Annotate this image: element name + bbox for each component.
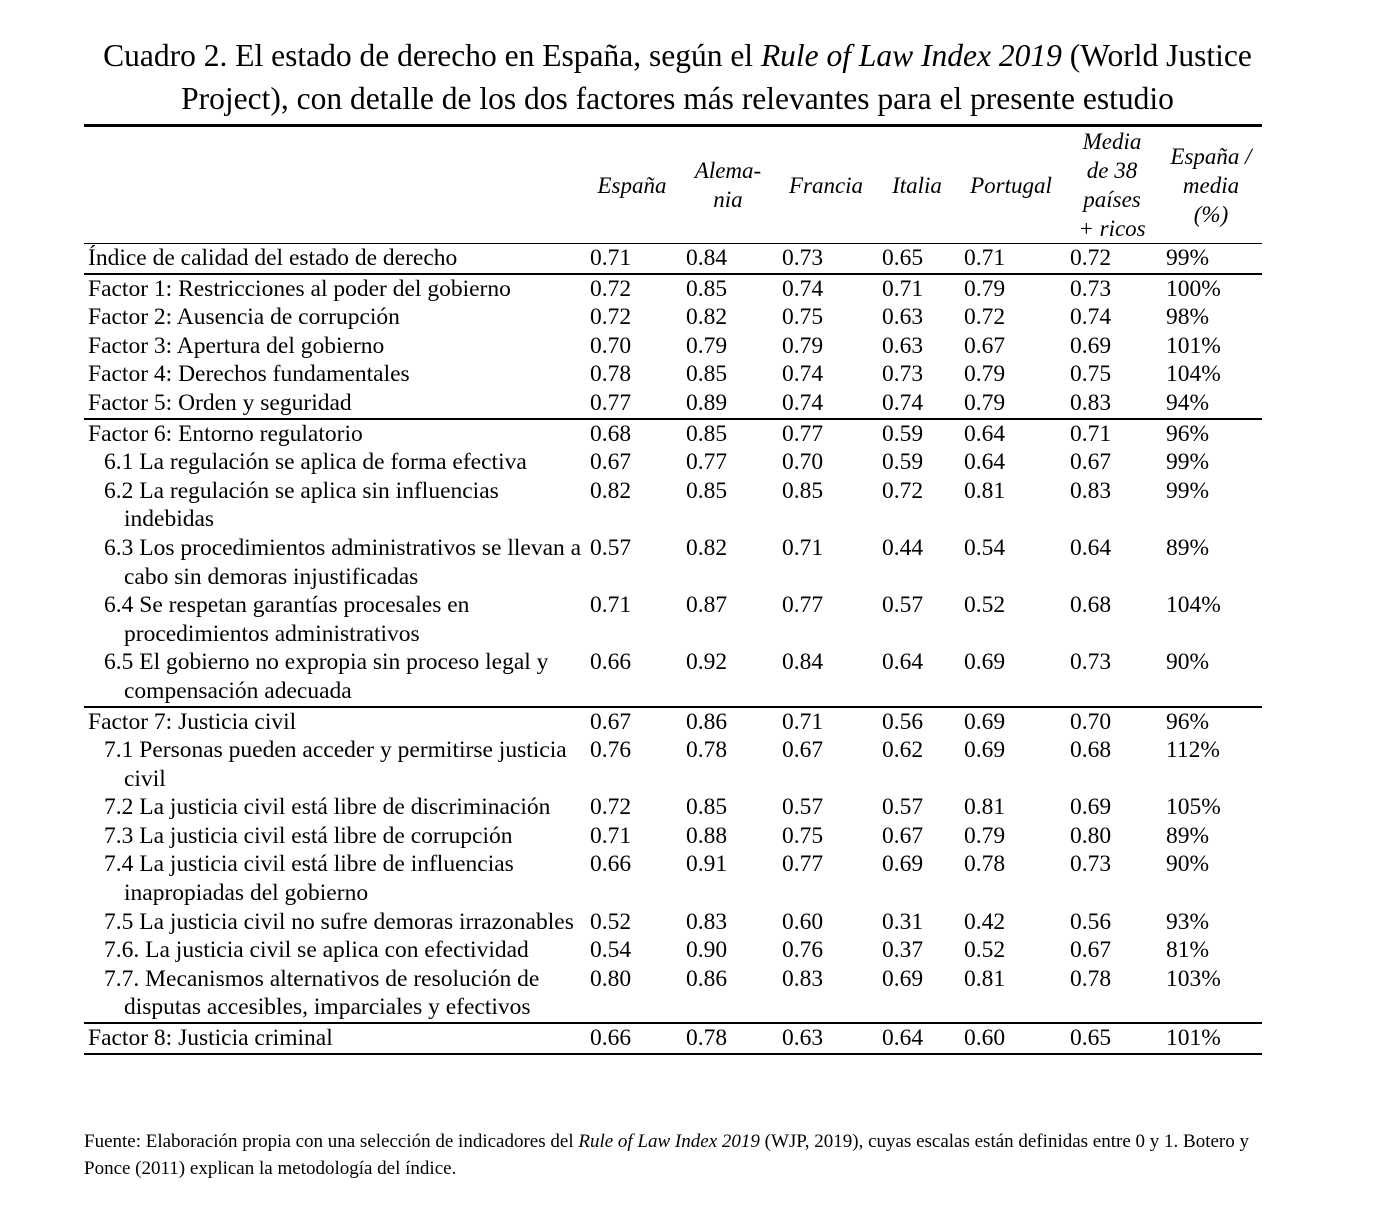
cell-value: 0.63: [882, 304, 924, 331]
row-label: [84, 822, 584, 851]
cell-value: 0.75: [782, 304, 824, 331]
cell-value: 0.71: [876, 274, 958, 304]
cell-value: 0.56: [1070, 908, 1112, 935]
cell-value: 0.67: [782, 737, 824, 764]
cell-value: 96%: [1160, 419, 1262, 449]
cell-value: 0.78: [686, 737, 728, 764]
cell-value: 0.92: [686, 649, 728, 676]
cell-value: 0.85: [686, 361, 728, 388]
cell-value: 0.74: [782, 389, 824, 416]
table-row: [84, 908, 1262, 937]
cell-value: 0.67: [882, 822, 924, 849]
cell-value: 0.63: [882, 332, 924, 359]
table-row: [84, 707, 1262, 737]
cell-value: 98%: [1166, 304, 1210, 331]
row-label: [84, 389, 584, 419]
cell-value: 0.63: [776, 1023, 876, 1054]
cell-value: 0.83: [782, 965, 824, 992]
cell-value: 0.65: [882, 245, 924, 271]
cell-value: 0.69: [964, 649, 1006, 676]
cell-value: 0.69: [964, 737, 1006, 764]
table-row: [84, 448, 1262, 477]
cell-value: 0.74: [782, 361, 824, 388]
cell-value: 103%: [1166, 965, 1221, 992]
cell-value: 0.52: [964, 592, 1006, 619]
row-label: [84, 965, 584, 1023]
row-label: [84, 274, 584, 304]
column-header: [84, 126, 584, 244]
cell-value: 96%: [1160, 707, 1262, 737]
table-row: [84, 1023, 1262, 1054]
cell-value: 0.64: [964, 449, 1006, 476]
caption-italic: Rule of Law Index 2019: [760, 38, 1062, 73]
cell-value: 0.90: [686, 937, 728, 964]
cell-value: 0.64: [958, 419, 1064, 449]
cell-value: 0.83: [1070, 389, 1112, 416]
cell-value: 0.67: [1070, 449, 1112, 476]
cell-value: 0.81: [964, 965, 1006, 992]
cell-value: 93%: [1166, 908, 1210, 935]
table-header-row: [84, 126, 1262, 244]
cell-value: 0.83: [1070, 477, 1112, 504]
cell-value: 0.57: [882, 794, 924, 821]
cell-value: 0.85: [680, 419, 776, 449]
cell-value: 0.83: [686, 908, 728, 935]
cell-value: 0.88: [686, 822, 728, 849]
row-label: [84, 448, 584, 477]
cell-value: 0.72: [590, 794, 632, 821]
cell-value: 0.77: [686, 449, 728, 476]
row-label: [84, 793, 584, 822]
column-header: España / media (%): [1160, 126, 1262, 244]
source-note: [84, 1128, 1274, 1182]
row-label: [84, 1023, 584, 1054]
cell-value: 0.62: [882, 737, 924, 764]
cell-value: 0.75: [1070, 361, 1112, 388]
row-label: [84, 591, 584, 648]
row-label-text: 7.1 Personas pueden acceder y permitirse justicia civil: [104, 737, 567, 792]
cell-value: 0.56: [876, 707, 958, 737]
cell-value: 0.70: [782, 449, 824, 476]
cell-value: 0.54: [964, 534, 1006, 561]
cell-value: 0.86: [686, 965, 728, 992]
cell-value: 0.85: [686, 477, 728, 504]
column-header: Alema- nia: [680, 126, 776, 244]
cell-value: 0.78: [964, 851, 1006, 878]
row-label-text: Factor 8: Justicia criminal: [88, 1025, 333, 1052]
cell-value: 0.64: [876, 1023, 958, 1054]
column-header: Francia: [776, 126, 876, 244]
cell-value: 0.89: [686, 389, 728, 416]
row-label-text: Factor 6: Entorno regulatorio: [88, 420, 363, 447]
cell-value: 0.67: [1070, 937, 1112, 964]
row-label: [84, 850, 584, 907]
cell-value: 0.85: [680, 274, 776, 304]
row-label: [84, 477, 584, 534]
cell-value: 0.59: [876, 419, 958, 449]
table-row: [84, 332, 1262, 361]
cell-value: 0.77: [782, 851, 824, 878]
cell-value: 0.73: [1070, 649, 1112, 676]
cell-value: 89%: [1166, 822, 1210, 849]
cell-value: 0.80: [1070, 822, 1112, 849]
cell-value: 0.79: [964, 361, 1006, 388]
cell-value: 0.76: [782, 937, 824, 964]
cell-value: 0.71: [964, 245, 1006, 271]
cell-value: 0.66: [584, 1023, 680, 1054]
cell-value: 0.77: [590, 389, 632, 416]
cell-value: 0.72: [584, 274, 680, 304]
table-row: [84, 477, 1262, 534]
cell-value: 0.82: [686, 534, 728, 561]
cell-value: 0.52: [964, 937, 1006, 964]
cell-value: 0.91: [686, 851, 728, 878]
cell-value: 0.37: [882, 937, 924, 964]
cell-value: 0.71: [590, 245, 632, 271]
cell-value: 0.70: [1064, 707, 1160, 737]
cell-value: 0.54: [590, 937, 632, 964]
cell-value: 0.73: [1064, 274, 1160, 304]
row-label-text: 6.4 Se respetan garantías procesales en procedimientos administrativos: [104, 592, 470, 647]
cell-value: 0.60: [958, 1023, 1064, 1054]
table-row: [84, 274, 1262, 304]
cell-value: 0.79: [782, 332, 824, 359]
cell-value: 90%: [1166, 851, 1210, 878]
cell-value: 0.73: [782, 245, 824, 271]
table-row: [84, 965, 1262, 1023]
row-label: [84, 908, 584, 937]
table-row: [84, 648, 1262, 706]
cell-value: 0.77: [776, 419, 876, 449]
cell-value: 0.72: [964, 304, 1006, 331]
table-row: [84, 822, 1262, 851]
column-header: España: [584, 126, 680, 244]
cell-value: 0.59: [882, 449, 924, 476]
table-row: [84, 534, 1262, 591]
cell-value: 101%: [1160, 1023, 1262, 1054]
cell-value: 0.74: [882, 389, 924, 416]
cell-value: 0.71: [776, 707, 876, 737]
cell-value: 0.68: [1070, 592, 1112, 619]
cell-value: 104%: [1166, 592, 1221, 619]
cell-value: 100%: [1160, 274, 1262, 304]
table-row: [84, 303, 1262, 332]
cell-value: 105%: [1166, 794, 1221, 821]
cell-value: 99%: [1166, 477, 1210, 504]
cell-value: 0.72: [1070, 245, 1112, 271]
table-row: [84, 360, 1262, 389]
cell-value: 89%: [1166, 534, 1210, 561]
cell-value: 0.73: [882, 361, 924, 388]
row-label: [84, 707, 584, 737]
cell-value: 0.74: [1070, 304, 1112, 331]
cell-value: 0.52: [590, 908, 632, 935]
cell-value: 0.57: [782, 794, 824, 821]
cell-value: 112%: [1166, 737, 1220, 764]
cell-value: 0.86: [680, 707, 776, 737]
cell-value: 0.60: [782, 908, 824, 935]
cell-value: 0.72: [882, 477, 924, 504]
row-label-text: Factor 7: Justicia civil: [88, 708, 297, 735]
source-italic: Rule of Law Index 2019: [578, 1131, 760, 1152]
cell-value: 0.76: [590, 737, 632, 764]
cell-value: 0.78: [590, 361, 632, 388]
cell-value: 0.74: [776, 274, 876, 304]
table-row: [84, 850, 1262, 907]
cell-value: 0.64: [882, 649, 924, 676]
cell-value: 99%: [1166, 449, 1210, 476]
row-label: [84, 419, 584, 449]
cell-value: 0.69: [1070, 794, 1112, 821]
row-label-text: 7.7. Mecanismos alternativos de resolución de disputas accesibles, imparciales y efectivos: [104, 965, 540, 1021]
row-label: [84, 648, 584, 706]
row-label-text: Índice de calidad del estado de derecho: [88, 245, 458, 271]
cell-value: 0.68: [584, 419, 680, 449]
table-caption: [60, 34, 1295, 120]
cell-value: 104%: [1166, 361, 1221, 388]
cell-value: 0.31: [882, 908, 924, 935]
cell-value: 0.57: [882, 592, 924, 619]
table-row: [84, 793, 1262, 822]
cell-value: 0.81: [964, 477, 1006, 504]
cell-value: 0.85: [782, 477, 824, 504]
cell-value: 0.69: [958, 707, 1064, 737]
row-label-text: 6.2 La regulación se aplica sin influencias indebidas: [104, 477, 499, 533]
cell-value: 0.80: [590, 965, 632, 992]
rule-of-law-table: [84, 124, 1262, 1055]
cell-value: 0.78: [680, 1023, 776, 1054]
row-label-text: Factor 1: Restricciones al poder del gobierno: [88, 275, 511, 302]
row-label: [84, 736, 584, 793]
cell-value: 0.87: [686, 592, 728, 619]
cell-value: 0.69: [882, 965, 924, 992]
cell-value: 0.77: [782, 592, 824, 619]
row-label: [84, 332, 584, 361]
row-label-text: 7.3 La justicia civil está libre de corrupción: [104, 822, 513, 849]
cell-value: 0.67: [964, 332, 1006, 359]
cell-value: 0.66: [590, 851, 632, 878]
column-header: Portugal: [958, 126, 1064, 244]
cell-value: 0.42: [964, 908, 1006, 935]
source-suffix: (WJP, 2019), cuyas escalas están definidas entre 0 y 1. Botero y Ponce (2011) explican la metodología del índice.: [84, 1131, 1249, 1179]
row-label-text: 6.5 El gobierno no expropia sin proceso legal y compensación adecuada: [104, 649, 549, 704]
row-label: [84, 936, 584, 965]
cell-value: 0.85: [686, 794, 728, 821]
row-label-text: Factor 4: Derechos fundamentales: [88, 361, 410, 388]
row-label-text: 6.3 Los procedimientos administrativos se llevan a cabo sin demoras injustificadas: [104, 534, 582, 590]
cell-value: 0.79: [964, 822, 1006, 849]
cell-value: 0.81: [964, 794, 1006, 821]
table-row: [84, 389, 1262, 419]
cell-value: 0.71: [590, 822, 632, 849]
cell-value: 0.70: [590, 332, 632, 359]
cell-value: 0.68: [1070, 737, 1112, 764]
cell-value: 0.84: [782, 649, 824, 676]
table-row: [84, 244, 1262, 274]
cell-value: 0.79: [964, 389, 1006, 416]
cell-value: 0.79: [958, 274, 1064, 304]
caption-suffix: (World Justice Project), con detalle de los dos factores más relevantes para el presente estudio: [181, 38, 1252, 116]
cell-value: 0.66: [590, 649, 632, 676]
column-header: Media de 38 países + ricos: [1064, 126, 1160, 244]
cell-value: 0.67: [584, 707, 680, 737]
cell-value: 0.64: [1070, 534, 1112, 561]
row-label-text: 7.5 La justicia civil no sufre demoras irrazonables: [104, 908, 574, 935]
row-label: [84, 360, 584, 389]
cell-value: 0.67: [590, 449, 632, 476]
row-label-text: Factor 3: Apertura del gobierno: [88, 332, 385, 359]
cell-value: 0.84: [686, 245, 728, 271]
table-row: [84, 736, 1262, 793]
row-label-text: Factor 5: Orden y seguridad: [88, 389, 352, 416]
source-prefix: Fuente: Elaboración propia con una selección de indicadores del: [84, 1131, 579, 1152]
cell-value: 99%: [1166, 245, 1210, 271]
row-label-text: 6.1 La regulación se aplica de forma efectiva: [104, 449, 527, 476]
row-label-text: 7.4 La justicia civil está libre de influencias inapropiadas del gobierno: [104, 851, 514, 907]
cell-value: 0.57: [590, 534, 632, 561]
row-label: [84, 244, 584, 274]
cell-value: 0.79: [686, 332, 728, 359]
cell-value: 0.71: [590, 592, 632, 619]
cell-value: 0.72: [590, 304, 632, 331]
cell-value: 0.82: [590, 477, 632, 504]
cell-value: 0.82: [686, 304, 728, 331]
table-row: [84, 936, 1262, 965]
cell-value: 0.65: [1064, 1023, 1160, 1054]
column-header: Italia: [876, 126, 958, 244]
cell-value: 0.44: [882, 534, 924, 561]
row-label-text: 7.2 La justicia civil está libre de discriminación: [104, 794, 551, 821]
row-label: [84, 534, 584, 591]
table-body: [84, 244, 1262, 1054]
table-row: [84, 591, 1262, 648]
row-label-text: 7.6. La justicia civil se aplica con efectividad: [104, 937, 529, 964]
cell-value: 0.69: [882, 851, 924, 878]
caption-prefix: Cuadro 2. El estado de derecho en España, según el: [103, 38, 761, 73]
row-label: [84, 303, 584, 332]
cell-value: 0.75: [782, 822, 824, 849]
table-row: [84, 419, 1262, 449]
cell-value: 101%: [1166, 332, 1221, 359]
cell-value: 94%: [1166, 389, 1210, 416]
cell-value: 81%: [1166, 937, 1210, 964]
row-label-text: Factor 2: Ausencia de corrupción: [88, 304, 400, 331]
cell-value: 0.78: [1070, 965, 1112, 992]
cell-value: 0.71: [1064, 419, 1160, 449]
cell-value: 0.71: [782, 534, 824, 561]
cell-value: 0.69: [1070, 332, 1112, 359]
cell-value: 0.73: [1070, 851, 1112, 878]
cell-value: 90%: [1166, 649, 1210, 676]
